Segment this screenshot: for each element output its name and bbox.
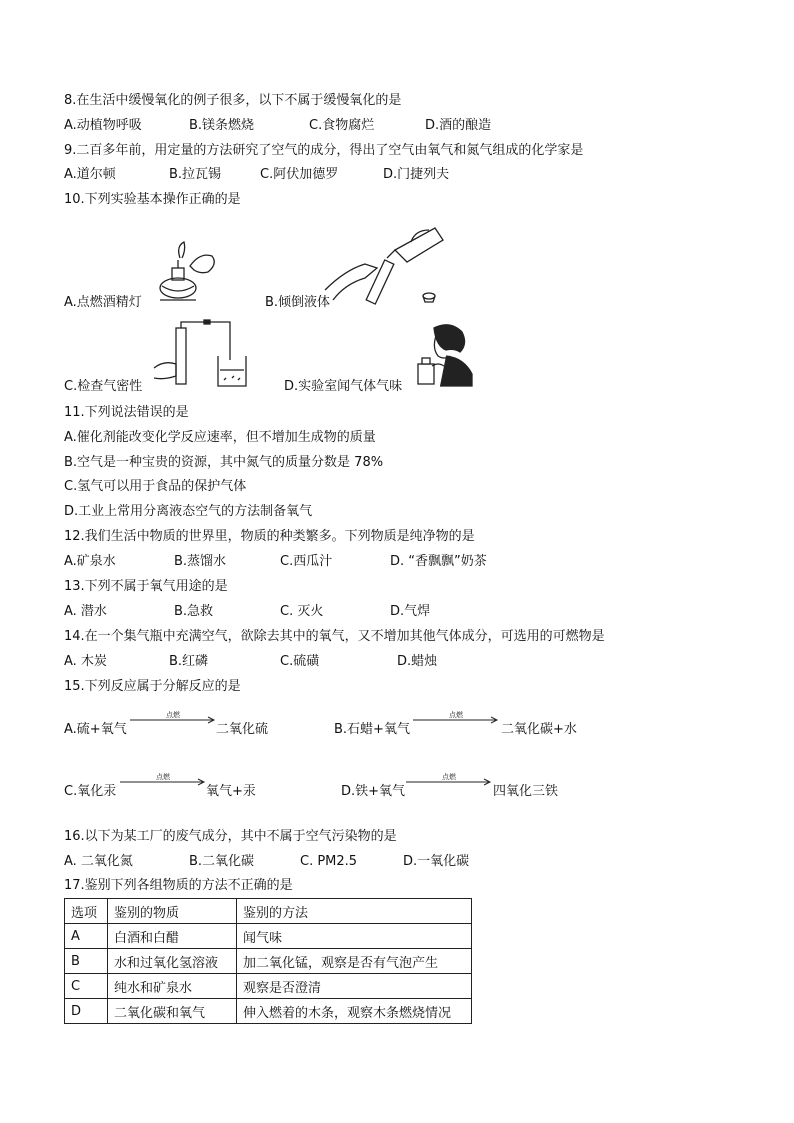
q13-option-d: D.气焊 [390,604,431,619]
table-header-cell: 鉴别的方法 [237,899,472,924]
q11-option-d: D.工业上常用分离液态空气的方法制备氧气 [64,504,313,519]
table-cell: D [65,999,108,1024]
q13-option-b: B.急救 [174,604,214,619]
table-cell: 加二氧化锰，观察是否有气泡产生 [237,949,472,974]
q11-option-b: B.空气是一种宝贵的资源，其中氮气的质量分数是 78% [64,455,384,470]
q16-option-b: B.二氧化碳 [189,854,255,869]
q15-arrow-a-condition: 点燃 [166,711,180,719]
table-cell: B [65,949,108,974]
q15-reaction-c-left: C.氧化汞 [64,784,117,799]
q17-stem: 17.鉴别下列各组物质的方法不正确的是 [64,878,293,893]
table-cell: 伸入燃着的木条，观察木条燃烧情况 [237,999,472,1024]
q11-option-c: C.氢气可以用于食品的保护气体 [64,479,247,494]
q15-reaction-b-right: 二氧化碳+水 [501,722,577,737]
q14-option-b: B.红磷 [169,654,209,669]
q14-option-c: C.硫磺 [280,654,320,669]
q12-option-d: D. “香飘飘”奶茶 [390,554,487,569]
q13-stem: 13.下列不属于氧气用途的是 [64,579,228,594]
q15-reaction-b-arrow [413,710,499,724]
q14-option-a: A. 木炭 [64,654,107,669]
q11-stem: 11.下列说法错误的是 [64,405,189,420]
q12-option-c: C.西瓜汁 [280,554,333,569]
q15-arrow-d-condition: 点燃 [442,773,456,781]
table-cell: C [65,974,108,999]
pouring-liquid-illustration [325,220,455,306]
q8-option-b: B.镁条燃烧 [189,118,255,133]
q15-stem: 15.下列反应属于分解反应的是 [64,679,241,694]
table-row [65,924,472,949]
table-header-row [65,899,472,924]
table-header-cell: 鉴别的物质 [108,899,237,924]
table-cell: 闻气味 [237,924,472,949]
q9-option-a: A.道尔顿 [64,167,116,182]
q16-option-d: D.一氧化碳 [403,854,470,869]
q12-stem: 12.我们生活中物质的世界里，物质的种类繁多。下列物质是纯净物的是 [64,529,475,544]
q10-option-b: B.倾倒液体 [265,295,331,310]
q15-reaction-d-left: D.铁+氧气 [341,784,406,799]
q15-reaction-a-left: A.硫+氧气 [64,722,127,737]
q15-arrow-b-condition: 点燃 [449,711,463,719]
table-row [65,999,472,1024]
table-cell: 二氧化碳和氧气 [108,999,237,1024]
table-cell: 水和过氧化氢溶液 [108,949,237,974]
q13-option-c: C. 灭火 [280,604,324,619]
table-cell: A [65,924,108,949]
q12-option-b: B.蒸馏水 [174,554,227,569]
q12-option-a: A.矿泉水 [64,554,116,569]
smelling-gas-illustration [410,322,476,388]
q8-option-c: C.食物腐烂 [309,118,375,133]
q9-option-c: C.阿伏加德罗 [260,167,339,182]
table-cell: 纯水和矿泉水 [108,974,237,999]
q15-reaction-c-arrow [120,772,206,786]
q10-option-a: A.点燃酒精灯 [64,295,142,310]
q16-option-c: C. PM2.5 [300,854,358,869]
q10-option-c: C.检查气密性 [64,379,143,394]
q16-stem: 16.以下为某工厂的废气成分，其中不属于空气污染物的是 [64,829,397,844]
q10-stem: 10.下列实验基本操作正确的是 [64,192,241,207]
q17-table [64,898,472,1024]
q10-option-d: D.实验室闻气体气味 [284,379,403,394]
table-cell: 观察是否澄清 [237,974,472,999]
q14-option-d: D.蜡烛 [397,654,438,669]
alcohol-lamp-illustration [150,238,220,302]
q9-option-d: D.门捷列夫 [383,167,450,182]
table-row [65,974,472,999]
q11-option-a: A.催化剂能改变化学反应速率，但不增加生成物的质量 [64,430,376,445]
table-cell: 白酒和白醋 [108,924,237,949]
q9-stem: 9.二百多年前，用定量的方法研究了空气的成分，得出了空气由氧气和氮气组成的化学家是 [64,143,584,158]
q15-reaction-d-right: 四氧化三铁 [493,784,559,799]
airtightness-check-illustration [150,320,260,392]
q8-option-a: A.动植物呼吸 [64,118,142,133]
q8-stem: 8.在生活中缓慢氧化的例子很多，以下不属于缓慢氧化的是 [64,93,402,108]
q15-reaction-d-arrow [406,772,492,786]
table-header-cell: 选项 [65,899,108,924]
q15-reaction-a-right: 二氧化硫 [216,722,269,737]
table-row [65,949,472,974]
q13-option-a: A. 潜水 [64,604,107,619]
q15-reaction-c-right: 氧气+汞 [206,784,256,799]
q8-option-d: D.酒的酿造 [425,118,492,133]
q14-stem: 14.在一个集气瓶中充满空气，欲除去其中的氧气，又不增加其他气体成分，可选用的可燃物是 [64,629,605,644]
q15-reaction-a-arrow [130,710,216,724]
q15-arrow-c-condition: 点燃 [156,773,170,781]
q9-option-b: B.拉瓦锡 [169,167,222,182]
q16-option-a: A. 二氧化氮 [64,854,133,869]
q15-reaction-b-left: B.石蜡+氧气 [334,722,410,737]
